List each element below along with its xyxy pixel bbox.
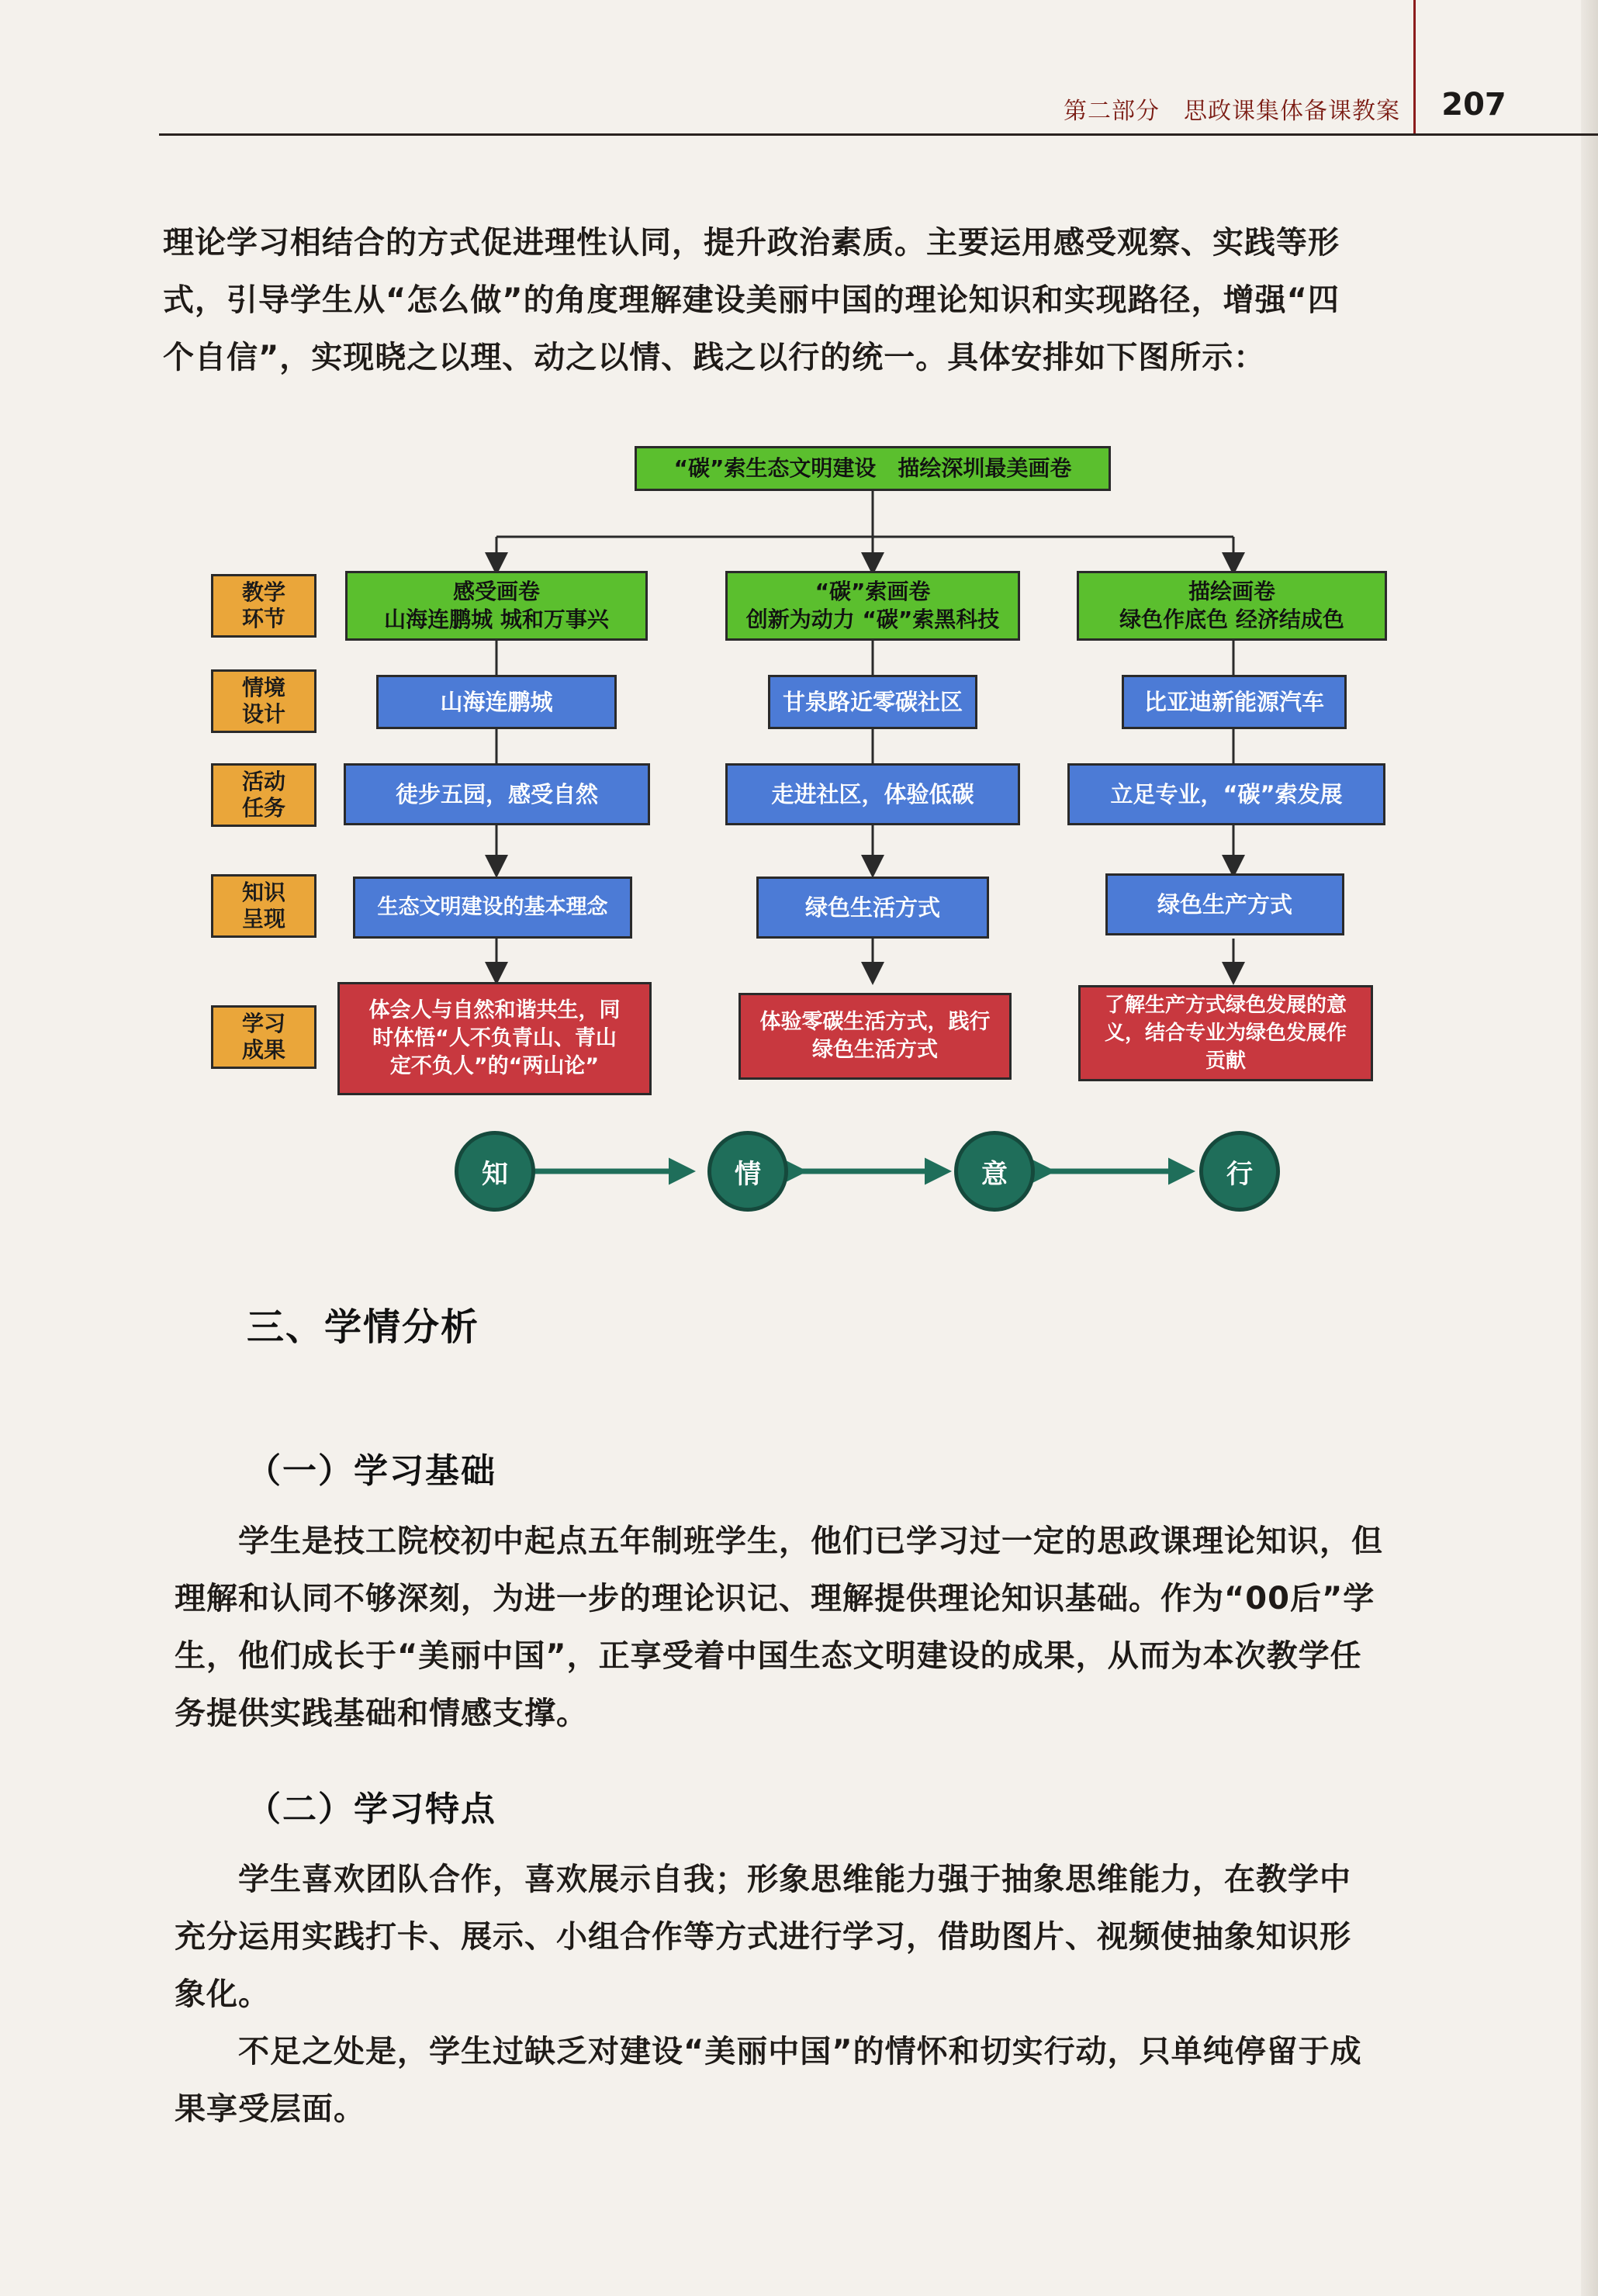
row-label-knowledge: 知识 呈现: [211, 874, 316, 938]
outcome-box-3: 了解生产方式绿色发展的意 义，结合专业为绿色发展作 贡献: [1078, 985, 1373, 1081]
row-label-outcome: 学习 成果: [211, 1005, 316, 1069]
scene-box-1: 山海连鹏城: [376, 675, 617, 729]
stage-box-3: 描绘画卷 绿色作底色 经济结成色: [1077, 571, 1387, 641]
stage-circle-xing: 行: [1199, 1131, 1280, 1212]
stage-circle-zhi: 知: [455, 1131, 535, 1212]
scene-box-3: 比亚迪新能源汽车: [1122, 675, 1347, 729]
intro-line: 个自信”，实现晓之以理、动之以情、践之以行的统一。具体安排如下图所示：: [163, 340, 1266, 375]
foundation-line: 学生是技工院校初中起点五年制班学生，他们已学习过一定的思政课理论知识，但: [238, 1523, 1383, 1559]
subsection-title-characteristics: （二）学习特点: [247, 1789, 496, 1829]
characteristics-line: 充分运用实践打卡、展示、小组合作等方式进行学习，借助图片、视频使抽象知识形: [175, 1919, 1351, 1955]
foundation-line: 务提供实践基础和情感支撑。: [175, 1696, 588, 1731]
knowledge-box-1: 生态文明建设的基本理念: [353, 877, 632, 939]
page-number: 207: [1441, 87, 1506, 123]
intro-line: 式，引导学生从“怎么做”的角度理解建设美丽中国的理论知识和实现路径，增强“四: [163, 282, 1340, 318]
characteristics-line: 学生喜欢团队合作，喜欢展示自我；形象思维能力强于抽象思维能力，在教学中: [238, 1862, 1351, 1897]
flowchart-root: “碳”索生态文明建设 描绘深圳最美画卷: [635, 446, 1111, 491]
knowledge-box-2: 绿色生活方式: [756, 877, 989, 939]
row-label-teaching-stage: 教学 环节: [211, 574, 316, 638]
stage-circle-qing: 情: [707, 1131, 788, 1212]
foundation-line: 生，他们成长于“美丽中国”，正享受着中国生态文明建设的成果，从而为本次教学任: [175, 1638, 1362, 1674]
task-box-2: 走进社区，体验低碳: [725, 763, 1020, 825]
stage-box-2: “碳”索画卷 创新为动力 “碳”索黑科技: [725, 571, 1020, 641]
outcome-box-2: 体验零碳生活方式，践行 绿色生活方式: [738, 993, 1012, 1080]
stage-box-1: 感受画卷 山海连鹏城 城和万事兴: [345, 571, 648, 641]
running-head: 第二部分 思政课集体备课教案: [1064, 98, 1400, 125]
scene-box-2: 甘泉路近零碳社区: [768, 675, 977, 729]
stage-circle-yi: 意: [954, 1131, 1035, 1212]
shortcoming-line: 果享受层面。: [175, 2091, 365, 2127]
shortcoming-line: 不足之处是，学生过缺乏对建设“美丽中国”的情怀和切实行动，只单纯停留于成: [238, 2034, 1362, 2070]
intro-line: 理论学习相结合的方式促进理性认同，提升政治素质。主要运用感受观察、实践等形: [163, 225, 1340, 261]
task-box-3: 立足专业，“碳”索发展: [1067, 763, 1385, 825]
outcome-box-1: 体会人与自然和谐共生，同 时体悟“人不负青山、青山 定不负人”的“两山论”: [337, 982, 652, 1095]
foundation-line: 理解和认同不够深刻，为进一步的理论识记、理解提供理论知识基础。作为“00后”学: [175, 1581, 1375, 1617]
row-label-scene-design: 情境 设计: [211, 669, 316, 733]
task-box-1: 徒步五园，感受自然: [344, 763, 650, 825]
subsection-title-foundation: （一）学习基础: [247, 1451, 496, 1491]
section-title: 三、学情分析: [247, 1305, 480, 1349]
characteristics-line: 象化。: [175, 1976, 270, 2012]
row-label-activity-task: 活动 任务: [211, 763, 316, 827]
knowledge-box-3: 绿色生产方式: [1105, 873, 1344, 935]
